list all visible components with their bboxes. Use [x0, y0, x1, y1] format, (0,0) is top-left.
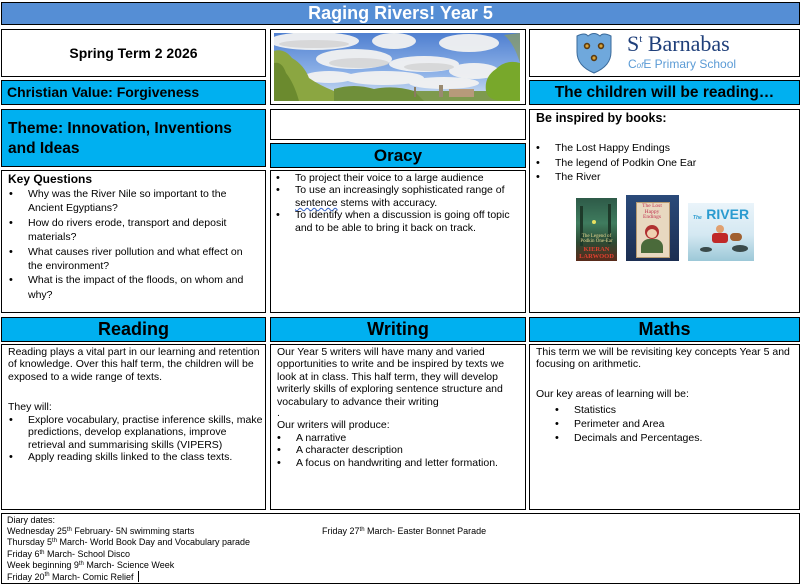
reading-item: • Apply reading skills linked to the class texts.: [28, 451, 264, 463]
writing-item: • A character description: [296, 444, 522, 456]
maths-heading: Maths: [638, 319, 691, 339]
reading-item: • Explore vocabulary, practise inference skills, make predictions, develop explanations, improve retrieval and summarising skills (VIPERS): [28, 414, 264, 451]
key-questions-box: [1, 170, 266, 313]
writing-item: • A narrative: [296, 432, 522, 444]
diary-box: [1, 513, 800, 584]
book-cover-the-river: The RIVER: [688, 203, 754, 261]
oracy-item: • To use an increasingly sophisticated range of sentence stems with accuracy.: [295, 184, 521, 209]
book-cover-lost-happy-endings: The Lost Happy Endings: [626, 195, 679, 261]
theme-box: [1, 109, 266, 167]
question-item: • Why was the River Nile so important to the Ancient Egyptians?: [28, 187, 260, 216]
school-logo: [574, 32, 774, 74]
writing-lead: Our writers will produce:: [277, 419, 390, 431]
oracy-list: [295, 172, 521, 234]
term-box: [1, 29, 266, 77]
books-box: [529, 109, 800, 313]
writing-box: [270, 344, 526, 510]
page-title: Raging Rivers! Year 5: [1, 2, 800, 25]
reading-intro: Reading plays a vital part in our learning and retention of knowledge. Over this half term, the children will be exposed to a wide range of texts.: [8, 346, 260, 383]
diary-left: [7, 515, 250, 583]
diary-entry: Thursday 5th March- World Book Day and Vocabulary parade: [7, 537, 250, 548]
text-cursor[interactable]: [138, 571, 139, 582]
term-label: Spring Term 2 2026: [69, 45, 198, 61]
diary-entry: Friday 27th March- Easter Bonnet Parade: [322, 526, 487, 536]
reading-lead: They will:: [8, 401, 52, 413]
writing-heading-box: [270, 317, 526, 342]
christian-value-box: [1, 80, 266, 105]
writing-list: [296, 432, 522, 469]
book-item: • The River: [555, 170, 795, 185]
maths-list: [574, 403, 794, 446]
school-subtitle: CofE Primary School: [628, 57, 737, 71]
books-list: [555, 141, 795, 185]
christian-value: Christian Value: Forgiveness: [7, 84, 200, 100]
maths-heading-box: [529, 317, 800, 342]
question-item: • What is the impact of the floods, on whom and why?: [28, 273, 260, 302]
diary-entry: Week beginning 9th March- Science Week: [7, 559, 175, 570]
book-cover-podkin: The Legend of Podkin One-Ear KIERAN LARWOOD: [576, 198, 617, 261]
school-name: $S^t$ Barnabas: [627, 31, 730, 56]
oracy-heading: Oracy: [373, 145, 423, 165]
maths-lead: Our key areas of learning will be:: [536, 388, 689, 400]
reading-banner-box: [529, 80, 800, 105]
oracy-item: • To identify when a discussion is going off topic and to be able to bring it back on track.: [295, 209, 521, 234]
river-photo-frame: [270, 29, 526, 105]
oracy-box: [270, 170, 526, 313]
oracy-heading-box: [270, 143, 526, 168]
reading-heading-box: [1, 317, 266, 342]
writing-item: • A focus on handwriting and letter formation.: [296, 457, 522, 469]
reading-list: [28, 414, 264, 464]
maths-item: • Statistics: [574, 403, 794, 417]
book-item: • The legend of Podkin One Ear: [555, 156, 795, 171]
river-photo: [274, 33, 520, 101]
writing-dot: .: [277, 407, 280, 419]
school-logo-box: [529, 29, 800, 77]
oracy-item: • To project their voice to a large audience: [295, 172, 521, 184]
maths-intro: This term we will be revisiting key concepts Year 5 and focusing on arithmetic.: [536, 346, 790, 371]
key-questions-list: [28, 187, 260, 302]
diary-entry: Wednesday 25th February- 5N swimming starts: [7, 526, 195, 537]
writing-heading: Writing: [367, 319, 429, 339]
reading-banner: The children will be reading…: [554, 83, 775, 101]
maths-item: • Perimeter and Area: [574, 417, 794, 431]
maths-box: [529, 344, 800, 510]
reading-heading: Reading: [97, 319, 169, 339]
books-heading: Be inspired by books:: [536, 111, 667, 125]
diary-right: [322, 526, 486, 537]
diary-heading: Diary dates:: [7, 515, 56, 525]
writing-intro: Our Year 5 writers will have many and varied opportunities to write and be inspired by texts we look at in class. This half term, they will develop writerly skills of exploring sentence structure and vocabulary to advance their writing: [277, 346, 505, 408]
theme: Theme: Innovation, Inventions and Ideas: [8, 120, 232, 157]
shield-icon: [574, 32, 614, 74]
diary-entry: Friday 20th March- Comic Relief: [7, 571, 250, 583]
book-item: • The Lost Happy Endings: [555, 141, 795, 156]
diary-entry: Friday 6th March- School Disco: [7, 548, 131, 559]
key-questions-heading: Key Questions: [8, 172, 93, 186]
blank-box: [270, 109, 526, 140]
maths-item: • Decimals and Percentages.: [574, 431, 794, 445]
question-item: • How do rivers erode, transport and deposit materials?: [28, 216, 260, 245]
reading-box: [1, 344, 266, 510]
question-item: • What causes river pollution and what effect on the environment?: [28, 245, 260, 274]
